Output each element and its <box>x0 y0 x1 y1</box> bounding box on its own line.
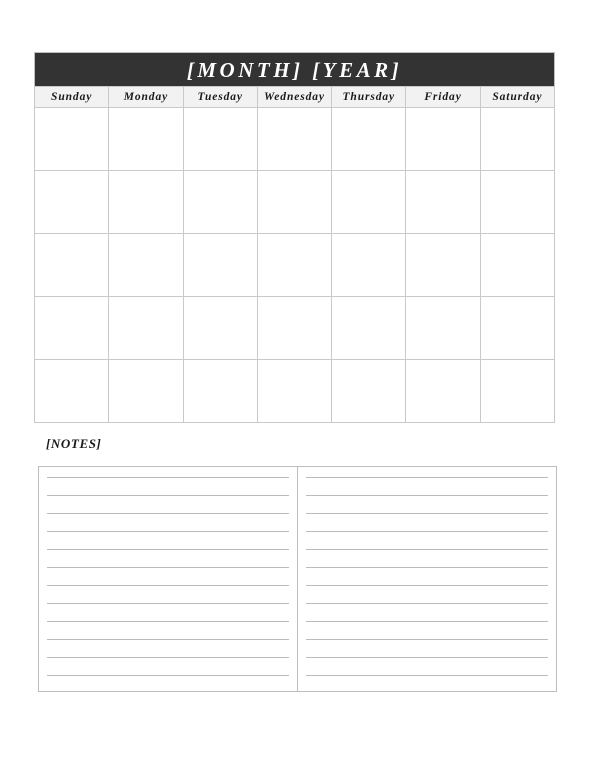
notes-label: [NOTES] <box>46 436 102 451</box>
calendar-day-cell[interactable] <box>480 234 554 297</box>
note-line[interactable] <box>306 621 548 622</box>
calendar-day-cell[interactable] <box>183 108 257 171</box>
calendar-day-cell[interactable] <box>183 171 257 234</box>
calendar-title-bar: [MONTH] [YEAR] <box>34 52 555 86</box>
calendar-day-cell[interactable] <box>406 171 480 234</box>
note-line[interactable] <box>306 513 548 514</box>
note-line[interactable] <box>47 585 289 586</box>
note-line[interactable] <box>47 675 289 676</box>
calendar-day-cell[interactable] <box>480 360 554 423</box>
note-line[interactable] <box>47 657 289 658</box>
calendar-day-cell[interactable] <box>257 297 331 360</box>
notes-column-right[interactable] <box>298 467 556 691</box>
calendar-week-row <box>35 297 555 360</box>
day-header-friday: Friday <box>406 87 480 108</box>
calendar-day-cell[interactable] <box>183 360 257 423</box>
calendar-day-cell[interactable] <box>406 297 480 360</box>
calendar-block <box>34 52 555 423</box>
day-header-tuesday: Tuesday <box>183 87 257 108</box>
note-line[interactable] <box>306 603 548 604</box>
calendar-day-cell[interactable] <box>257 360 331 423</box>
note-line[interactable] <box>306 657 548 658</box>
calendar-day-cell[interactable] <box>406 360 480 423</box>
note-line[interactable] <box>306 549 548 550</box>
note-line[interactable] <box>306 495 548 496</box>
note-line[interactable] <box>306 585 548 586</box>
note-line[interactable] <box>306 477 548 478</box>
notes-column-left[interactable] <box>39 467 298 691</box>
calendar-day-cell[interactable] <box>35 360 109 423</box>
note-line[interactable] <box>47 477 289 478</box>
note-line[interactable] <box>47 567 289 568</box>
calendar-day-cell[interactable] <box>332 360 406 423</box>
calendar-day-cell[interactable] <box>109 234 183 297</box>
note-line[interactable] <box>47 531 289 532</box>
calendar-week-row <box>35 108 555 171</box>
note-line[interactable] <box>47 603 289 604</box>
calendar-day-cell[interactable] <box>109 108 183 171</box>
calendar-day-cell[interactable] <box>35 234 109 297</box>
calendar-day-cell[interactable] <box>183 234 257 297</box>
note-line[interactable] <box>47 639 289 640</box>
note-line[interactable] <box>47 621 289 622</box>
calendar-day-cell[interactable] <box>332 171 406 234</box>
calendar-grid <box>34 86 555 423</box>
note-line[interactable] <box>47 549 289 550</box>
note-line[interactable] <box>47 495 289 496</box>
calendar-day-cell[interactable] <box>332 108 406 171</box>
calendar-day-cell[interactable] <box>480 297 554 360</box>
day-header-wednesday: Wednesday <box>257 87 331 108</box>
calendar-day-cell[interactable] <box>480 108 554 171</box>
calendar-header-row <box>35 87 555 108</box>
calendar-day-cell[interactable] <box>109 360 183 423</box>
calendar-body <box>35 108 555 423</box>
calendar-day-cell[interactable] <box>406 108 480 171</box>
calendar-day-cell[interactable] <box>35 171 109 234</box>
note-line[interactable] <box>47 513 289 514</box>
calendar-day-cell[interactable] <box>332 234 406 297</box>
calendar-day-cell[interactable] <box>35 297 109 360</box>
day-header-thursday: Thursday <box>332 87 406 108</box>
note-line[interactable] <box>306 675 548 676</box>
calendar-week-row <box>35 360 555 423</box>
calendar-day-cell[interactable] <box>257 234 331 297</box>
calendar-day-cell[interactable] <box>406 234 480 297</box>
calendar-week-row <box>35 234 555 297</box>
calendar-day-cell[interactable] <box>183 297 257 360</box>
day-header-sunday: Sunday <box>35 87 109 108</box>
notes-box <box>38 466 557 692</box>
calendar-day-cell[interactable] <box>257 108 331 171</box>
note-line[interactable] <box>306 639 548 640</box>
day-header-saturday: Saturday <box>480 87 554 108</box>
calendar-day-cell[interactable] <box>257 171 331 234</box>
calendar-day-cell[interactable] <box>109 297 183 360</box>
calendar-day-cell[interactable] <box>109 171 183 234</box>
calendar-day-cell[interactable] <box>332 297 406 360</box>
note-line[interactable] <box>306 567 548 568</box>
day-header-monday: Monday <box>109 87 183 108</box>
note-line[interactable] <box>306 531 548 532</box>
calendar-day-cell[interactable] <box>35 108 109 171</box>
calendar-day-cell[interactable] <box>480 171 554 234</box>
calendar-week-row <box>35 171 555 234</box>
